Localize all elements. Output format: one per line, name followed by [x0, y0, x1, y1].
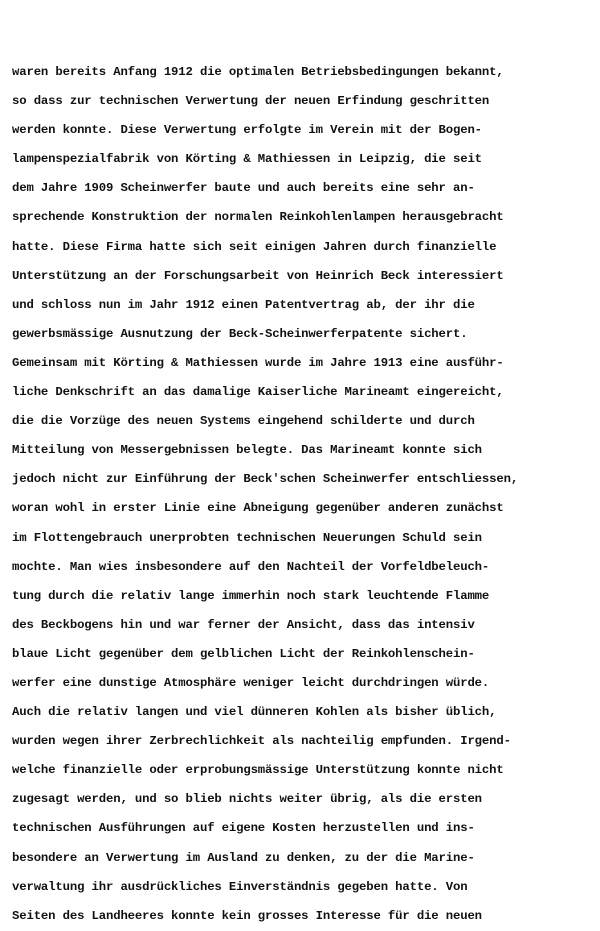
text-line: Mitteilung von Messergebnissen belegte. Das Marineamt konnte sich [12, 443, 482, 458]
text-line: mochte. Man wies insbesondere auf den Nachteil der Vorfeldbeleuch- [12, 559, 490, 574]
text-line: jedoch nicht zur Einführung der Beck'schen Scheinwerfer entschliessen, [12, 472, 519, 487]
text-line: dem Jahre 1909 Scheinwerfer baute und auch bereits eine sehr an- [12, 181, 475, 196]
text-line: werfer eine dunstige Atmosphäre weniger leicht durchdringen würde. [12, 675, 490, 690]
text-line: Auch die relativ langen und viel dünneren Kohlen als bisher üblich, [12, 705, 497, 720]
text-line: liche Denkschrift an das damalige Kaiserliche Marineamt eingereicht, [12, 385, 504, 400]
text-line: wurden wegen ihrer Zerbrechlichkeit als nachteilig empfunden. Irgend- [12, 734, 511, 749]
text-line: gewerbsmässige Ausnutzung der Beck-Scheinwerferpatente sichert. [12, 326, 468, 341]
text-line: zugesagt werden, und so blieb nichts weiter übrig, als die ersten [12, 792, 482, 807]
text-line: welche finanzielle oder erprobungsmässige Unterstützung konnte nicht [12, 763, 504, 778]
text-line: die die Vorzüge des neuen Systems eingehend schilderte und durch [12, 414, 475, 429]
typewritten-text [12, 58, 594, 931]
text-line: Gemeinsam mit Körting & Mathiessen wurde im Jahre 1913 eine ausführ- [12, 355, 504, 370]
text-line: woran wohl in erster Linie eine Abneigung gegenüber anderen zunächst [12, 501, 504, 516]
text-line: des Beckbogens hin und war ferner der Ansicht, dass das intensiv [12, 617, 475, 632]
text-line: werden konnte. Diese Verwertung erfolgte im Verein mit der Bogen- [12, 123, 482, 138]
text-line: technischen Ausführungen auf eigene Kosten herzustellen und ins- [12, 821, 475, 836]
text-line: hatte. Diese Firma hatte sich seit einigen Jahren durch finanzielle [12, 239, 497, 254]
text-line: Seiten des Landheeres konnte kein grosses Interesse für die neuen [12, 908, 482, 923]
text-line: blaue Licht gegenüber dem gelblichen Licht der Reinkohlenschein- [12, 646, 475, 661]
text-line: tung durch die relativ lange immerhin noch stark leuchtende Flamme [12, 588, 490, 603]
text-line: lampenspezialfabrik von Körting & Mathiessen in Leipzig, die seit [12, 152, 482, 167]
text-line: im Flottengebrauch unerprobten technischen Neuerungen Schuld sein [12, 530, 482, 545]
text-line: so dass zur technischen Verwertung der neuen Erfindung geschritten [12, 94, 490, 109]
text-line: Unterstützung an der Forschungsarbeit von Heinrich Beck interessiert [12, 268, 504, 283]
text-line: verwaltung ihr ausdrückliches Einverständnis gegeben hatte. Von [12, 879, 468, 894]
text-line: besondere an Verwertung im Ausland zu denken, zu der die Marine- [12, 850, 475, 865]
text-line: sprechende Konstruktion der normalen Reinkohlenlampen herausgebracht [12, 210, 504, 225]
text-line: waren bereits Anfang 1912 die optimalen Betriebsbedingungen bekannt, [12, 65, 504, 79]
text-line: und schloss nun im Jahr 1912 einen Patentvertrag ab, der ihr die [12, 297, 475, 312]
